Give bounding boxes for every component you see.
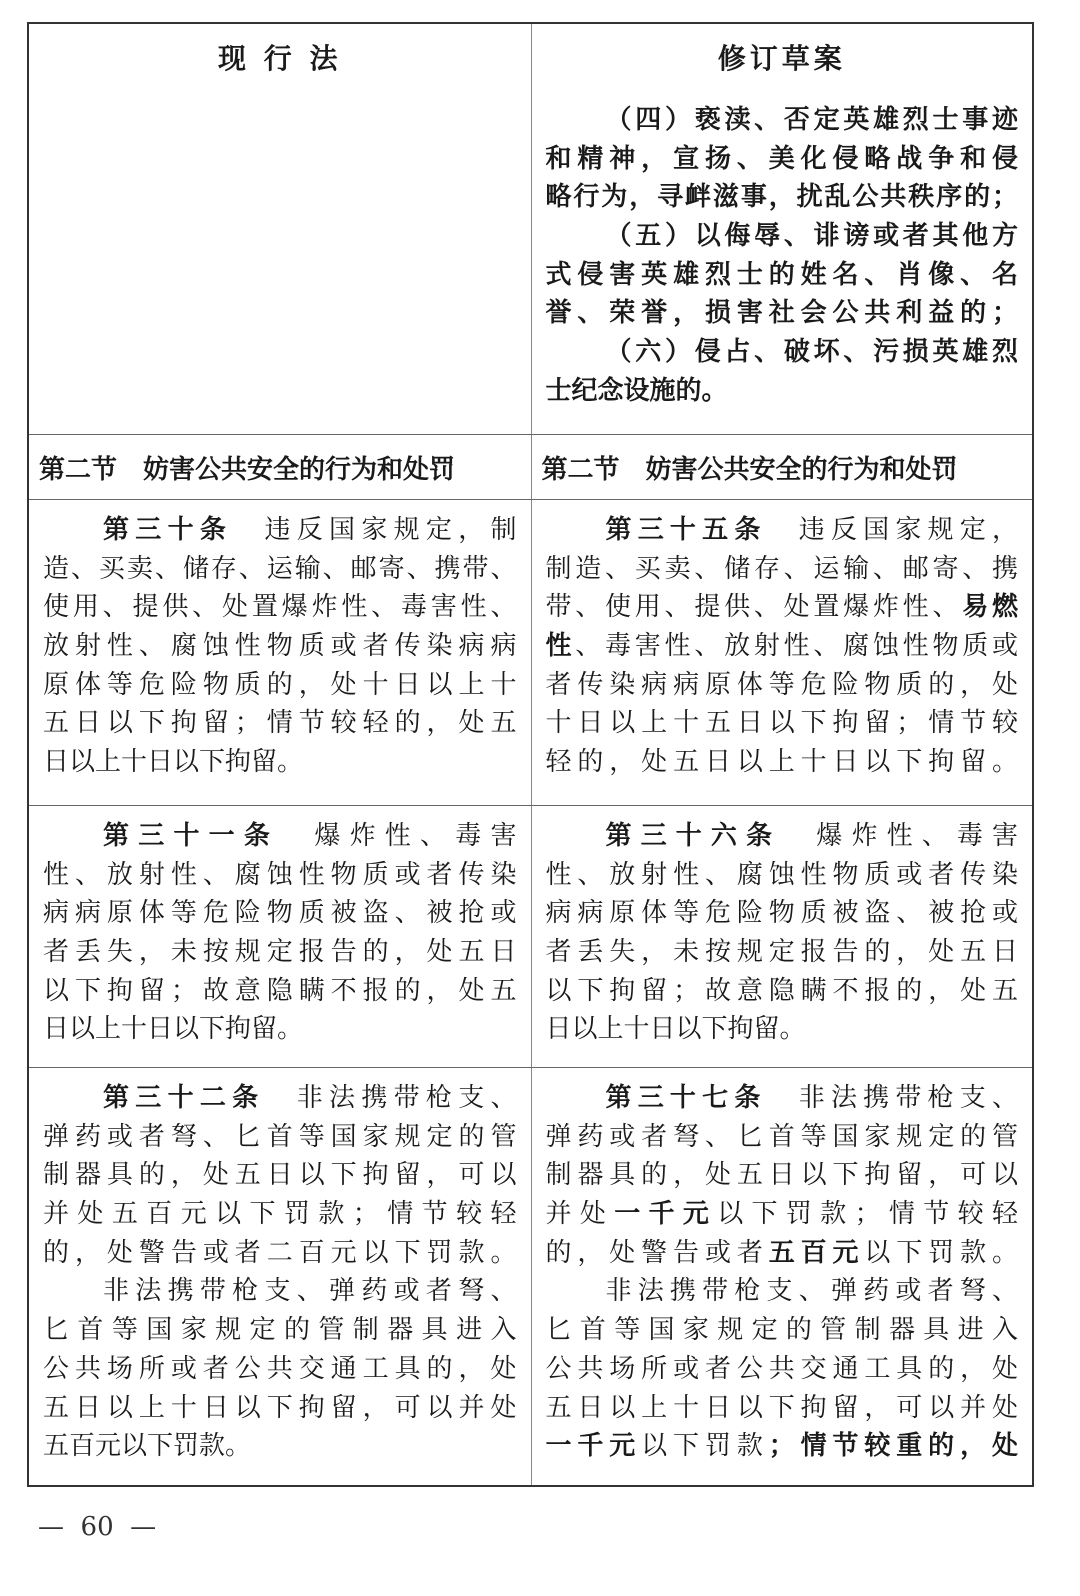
bold-text: 第三十条: [103, 515, 233, 545]
comparison-table: [27, 22, 1034, 1487]
text-line: [43, 627, 517, 666]
article-row: [29, 499, 1032, 805]
text-line: [546, 1350, 1019, 1389]
text-line: [43, 1350, 517, 1389]
revised-draft-cell: [531, 500, 1033, 805]
header-current-law: 现 行 法: [218, 42, 342, 75]
current-law-cell: [29, 1068, 531, 1485]
text-line: [546, 1234, 1019, 1273]
text-segment: 性、放射性、腐蚀性物质或者传染: [545, 859, 1018, 890]
text-line: [546, 817, 1019, 856]
text-line: [546, 933, 1019, 972]
article-row: [29, 805, 1032, 1067]
text-line: [546, 140, 1019, 179]
text-segment: 者丢失，未按规定报告的，处五日: [545, 937, 1018, 968]
text-segment: 制造、买卖、储存、运输、邮寄、携: [545, 553, 1018, 584]
text-line: [546, 1272, 1019, 1311]
current-law-cell: 第二节 妨害公共安全的行为和处罚: [39, 454, 456, 485]
text-segment: 以下罚款: [641, 1431, 769, 1462]
article-row: [29, 90, 1032, 434]
text-line: [546, 1427, 1019, 1466]
text-line: [43, 894, 517, 933]
text-segment: 弹药或者弩、匕首等国家规定的管: [43, 1121, 517, 1152]
text-line: [43, 704, 517, 743]
text-line: [43, 1234, 517, 1273]
bold-text: 一千元: [545, 1431, 642, 1462]
text-segment: （四）亵渎、否定英雄烈士事迹: [605, 105, 1018, 135]
text-line: [546, 294, 1019, 333]
text-line: [43, 1195, 517, 1234]
text-line: [546, 372, 1019, 411]
text-line: [43, 511, 517, 550]
text-segment: 士纪念设施的。: [545, 375, 728, 406]
bold-text: 第三十一条: [103, 821, 280, 851]
text-segment: 略行为，寻衅滋事，扰乱公共秩序的；: [545, 182, 1018, 213]
text-line: [43, 1010, 517, 1049]
text-line: [546, 1156, 1019, 1195]
text-segment: 违反国家规定，: [766, 515, 1018, 545]
text-segment: 病病原体等危险物质被盗、被抢或: [43, 898, 517, 929]
text-line: [546, 550, 1019, 589]
text-segment: 日以上十日以下拘留。: [43, 747, 304, 778]
text-line: [43, 588, 517, 627]
text-segment: 五日以下拘留；情节较轻的，处五: [43, 708, 517, 739]
text-segment: 性、放射性、腐蚀性物质或者传染: [43, 859, 517, 890]
text-segment: 和精神，宣扬、美化侵略战争和侵: [545, 143, 1018, 174]
revised-draft-cell: 第二节 妨害公共安全的行为和处罚: [531, 435, 1033, 499]
text-line: [43, 1427, 517, 1466]
table-header: [29, 24, 1032, 90]
text-line: [546, 666, 1019, 705]
text-segment: 者丢失，未按规定报告的，处五日: [43, 937, 517, 968]
current-law-cell: [29, 90, 531, 434]
text-line: [43, 856, 517, 895]
text-segment: 五百元以下罚款。: [43, 1431, 252, 1462]
text-segment: 十日以上十五日以下拘留；情节较: [545, 708, 1018, 739]
current-law-cell: [29, 806, 531, 1067]
text-segment: （六）侵占、破坏、污损英雄烈: [605, 337, 1018, 368]
text-line: [546, 1195, 1019, 1234]
text-segment: 病病原体等危险物质被盗、被抢或: [545, 898, 1018, 929]
text-segment: 的，处警告或者: [545, 1237, 769, 1268]
text-segment: 原体等危险物质的，处十日以上十: [43, 669, 517, 700]
text-segment: 轻的，处五日以上十日以下拘留。: [545, 747, 1018, 778]
text-segment: 弹药或者弩、匕首等国家规定的管: [545, 1121, 1018, 1152]
text-line: [43, 1311, 517, 1350]
text-segment: 的，处警告或者二百元以下罚款。: [43, 1237, 517, 1268]
text-line: [546, 178, 1019, 217]
text-segment: 匕首等国家规定的管制器具进入: [545, 1315, 1018, 1346]
text-segment: 以下拘留；故意隐瞒不报的，处五: [545, 975, 1018, 1006]
text-segment: 制器具的，处五日以下拘留，可以: [545, 1160, 1018, 1191]
text-line: [546, 511, 1019, 550]
text-line: [43, 1156, 517, 1195]
text-segment: 匕首等国家规定的管制器具进入: [43, 1315, 517, 1346]
bold-text: 一千元: [614, 1199, 718, 1230]
text-line: [43, 1079, 517, 1118]
page-number: — 60 —: [38, 1512, 157, 1542]
text-line: [43, 550, 517, 589]
text-segment: 造、买卖、储存、运输、邮寄、携带、: [43, 553, 517, 584]
text-line: [43, 972, 517, 1011]
text-line: [43, 743, 517, 782]
text-segment: 非法携带枪支、弹药或者弩、: [605, 1276, 1018, 1307]
bold-text: 第三十六条: [605, 821, 782, 851]
text-segment: 五日以上十日以下拘留，可以并处: [545, 1392, 1018, 1423]
text-segment: 公共场所或者公共交通工具的，处: [43, 1353, 517, 1384]
text-segment: 使用、提供、处置爆炸性、毒害性、: [43, 592, 517, 623]
text-segment: 、毒害性、放射性、腐蚀性物质或: [575, 631, 1018, 662]
text-segment: 放射性、腐蚀性物质或者传染病病: [43, 631, 517, 662]
text-segment: 誉、荣誉，损害社会公共利益的；: [545, 298, 1018, 329]
text-line: [43, 666, 517, 705]
text-line: [546, 1079, 1019, 1118]
text-segment: 带、使用、提供、处置爆炸性、: [545, 592, 963, 623]
text-line: [43, 1389, 517, 1428]
text-line: [546, 588, 1019, 627]
text-segment: 以下罚款。: [864, 1237, 1018, 1268]
text-line: [546, 856, 1019, 895]
text-segment: 非法携带枪支、弹药或者弩、: [103, 1276, 517, 1307]
text-segment: 式侵害英雄烈士的姓名、肖像、名: [545, 259, 1018, 290]
text-line: [43, 1272, 517, 1311]
header-revised-draft: 修订草案: [531, 24, 1033, 90]
text-segment: 非法携带枪支、: [766, 1083, 1018, 1113]
text-segment: 五日以上十日以下拘留，可以并处: [43, 1392, 517, 1423]
text-segment: 日以上十日以下拘留。: [545, 1014, 806, 1045]
text-line: [43, 1118, 517, 1157]
bold-text: 第三十五条: [605, 515, 767, 545]
text-line: [43, 933, 517, 972]
text-segment: 制器具的，处五日以下拘留，可以: [43, 1160, 517, 1191]
text-line: [546, 256, 1019, 295]
text-line: [546, 101, 1019, 140]
text-segment: 者传染病病原体等危险物质的，处: [545, 669, 1018, 700]
section-heading-row: [29, 434, 1032, 499]
bold-text: 第三十七条: [605, 1083, 767, 1113]
revised-draft-cell: [531, 806, 1033, 1067]
text-segment: 公共场所或者公共交通工具的，处: [545, 1353, 1018, 1384]
text-line: [546, 1118, 1019, 1157]
text-segment: 并处五百元以下罚款；情节较轻: [43, 1199, 517, 1230]
bold-text: 第三十二条: [103, 1083, 265, 1113]
bold-text: 性: [545, 631, 576, 662]
text-segment: 爆炸性、毒害: [781, 821, 1018, 851]
bold-text: 易燃: [962, 592, 1018, 623]
text-segment: 爆炸性、毒害: [279, 821, 517, 851]
text-segment: 并处: [545, 1199, 615, 1230]
bold-text: 五百元: [768, 1237, 865, 1268]
text-line: [546, 217, 1019, 256]
article-row: [29, 1067, 1032, 1485]
text-line: [546, 894, 1019, 933]
text-line: [546, 627, 1019, 666]
revised-draft-cell: [531, 90, 1033, 434]
text-line: [546, 972, 1019, 1011]
text-line: [546, 333, 1019, 372]
text-segment: 以下罚款；情节较轻: [717, 1199, 1018, 1230]
revised-draft-cell: [531, 1068, 1033, 1485]
text-segment: （五）以侮辱、诽谤或者其他方: [605, 221, 1018, 252]
text-segment: 以下拘留；故意隐瞒不报的，处五: [43, 975, 517, 1006]
text-line: [546, 743, 1019, 782]
text-line: [546, 704, 1019, 743]
current-law-cell: [29, 500, 531, 805]
text-segment: 违反国家规定，制: [232, 515, 517, 545]
text-line: [546, 1389, 1019, 1428]
text-line: [546, 1311, 1019, 1350]
text-segment: 非法携带枪支、: [264, 1083, 517, 1113]
text-line: [43, 817, 517, 856]
text-line: [546, 1010, 1019, 1049]
bold-text: ；情节较重的，处: [768, 1431, 1018, 1462]
text-segment: 日以上十日以下拘留。: [43, 1014, 304, 1045]
